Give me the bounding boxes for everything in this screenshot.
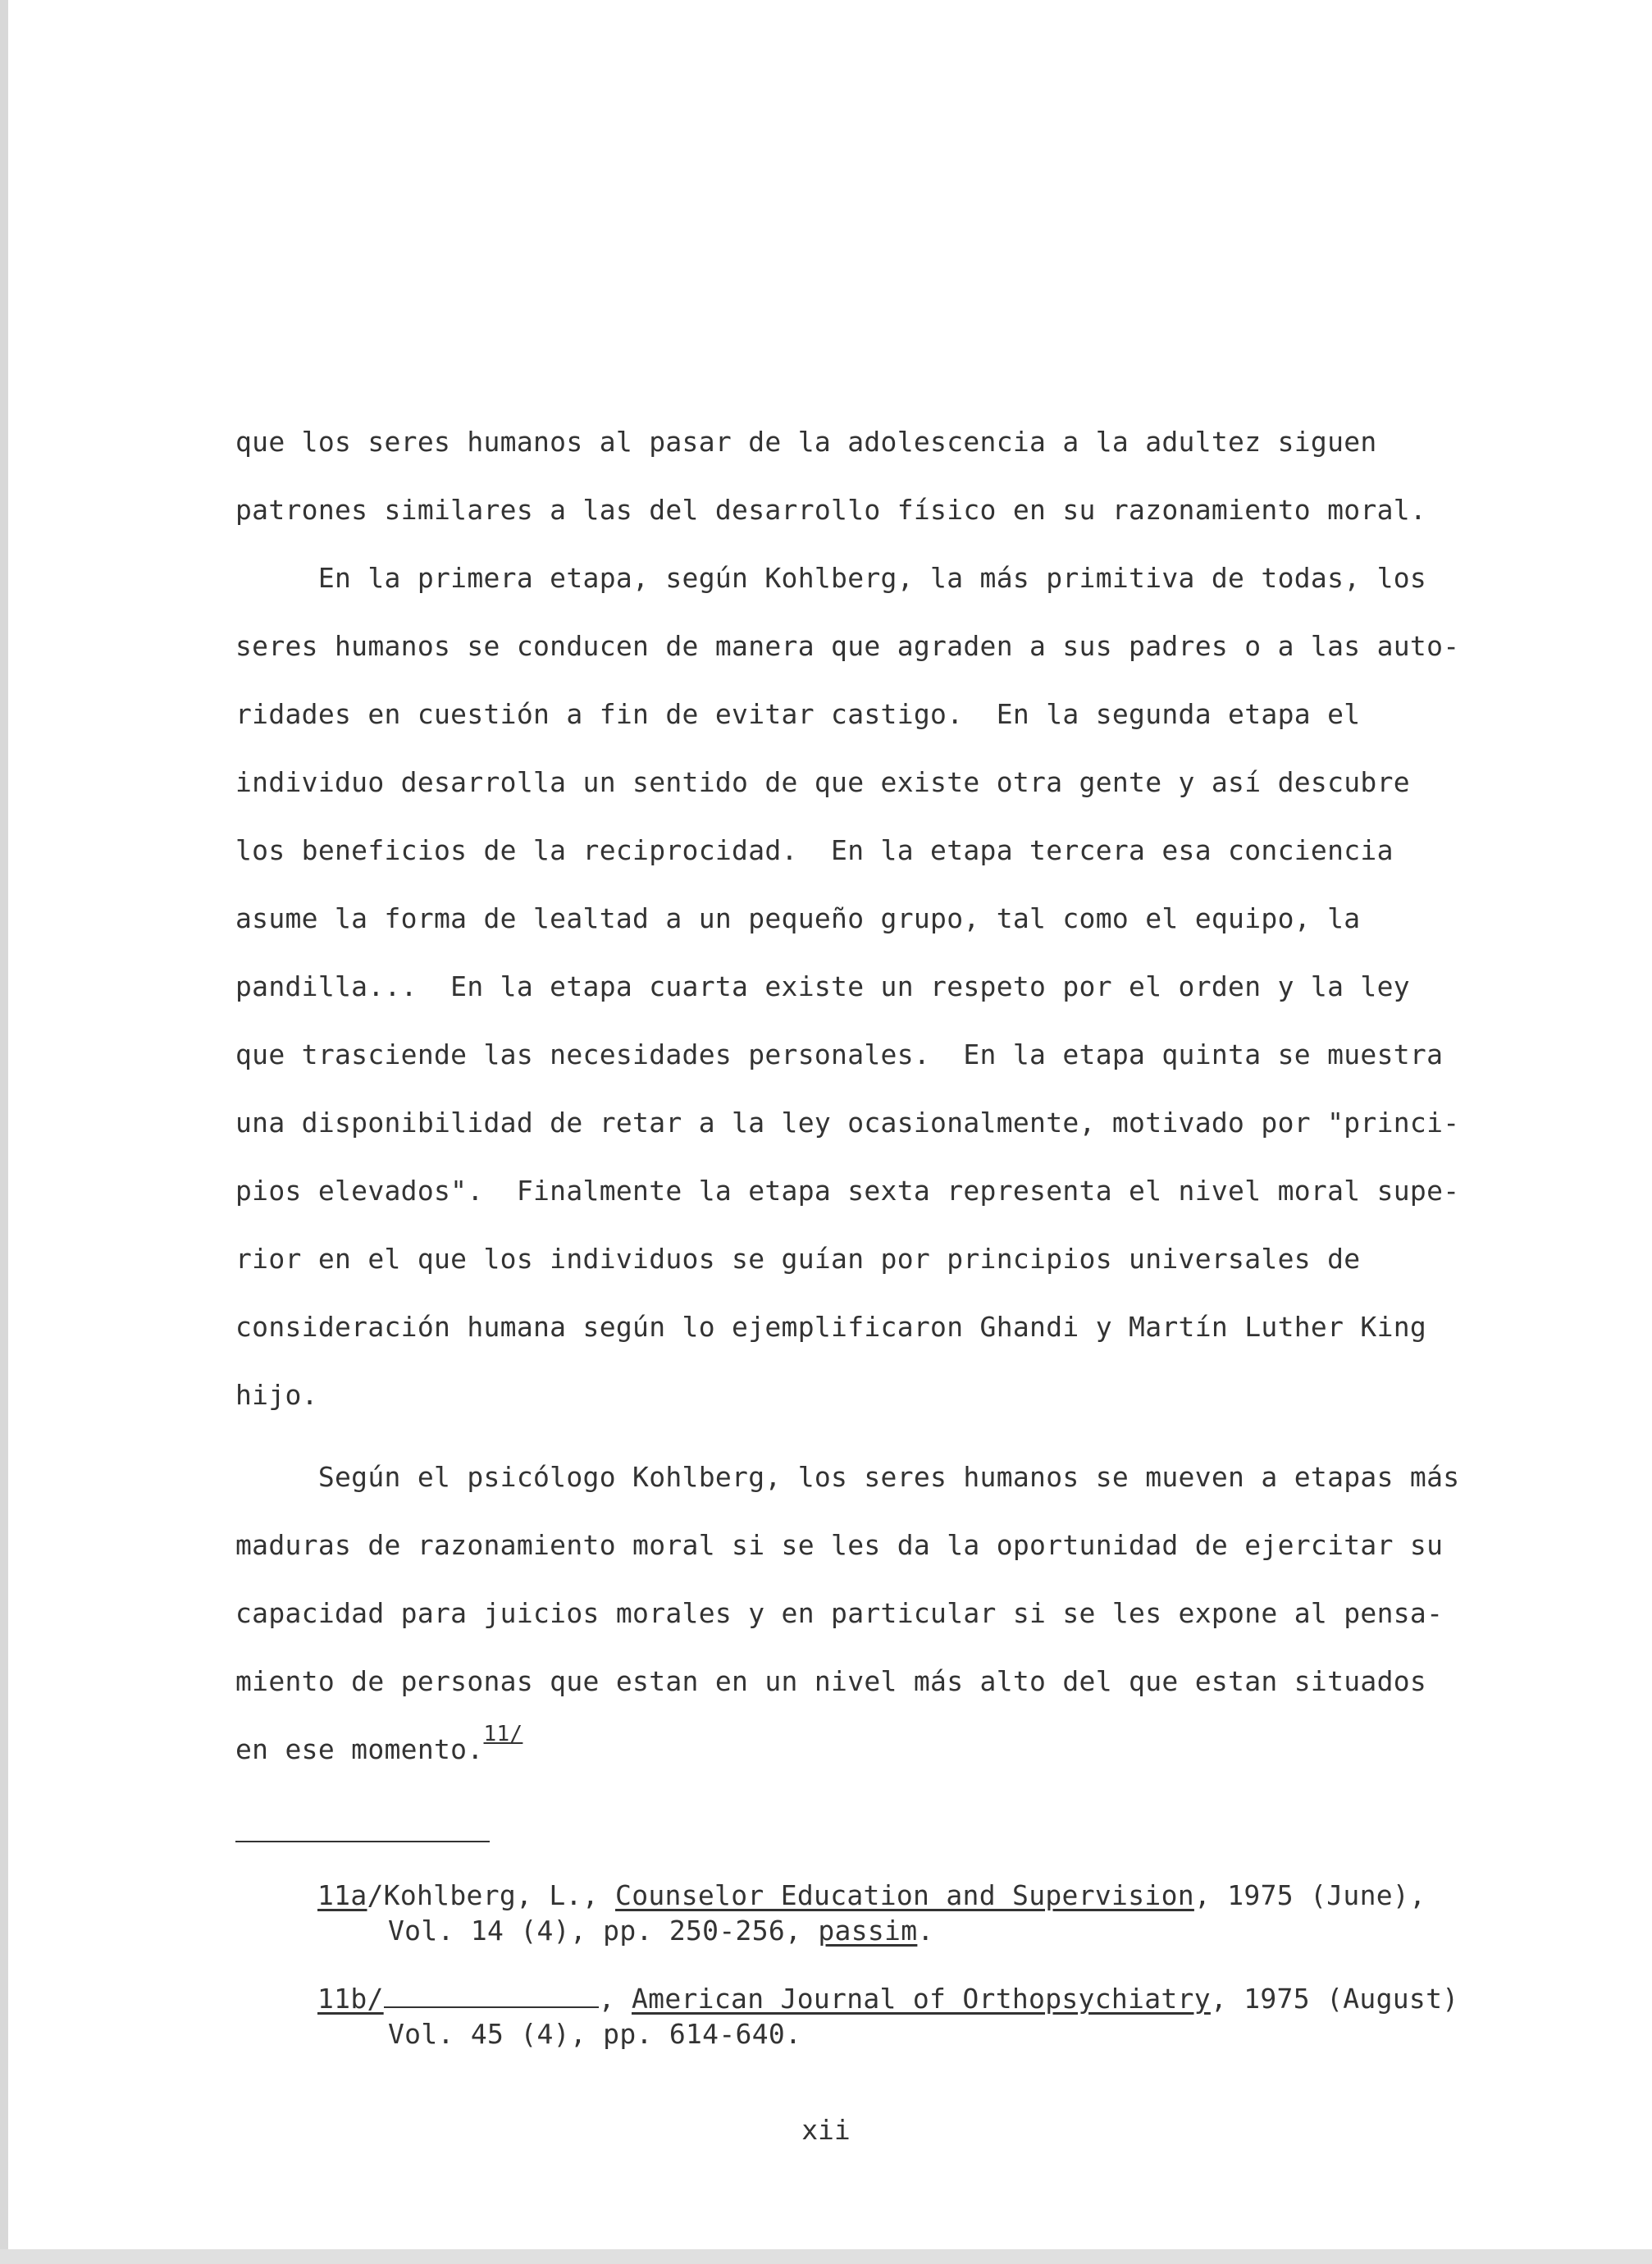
footnote-11b-cont (388, 2017, 801, 2052)
body-line: ridades en cuestión a fin de evitar castigo. En la segunda etapa el (235, 698, 1361, 730)
footnote-title: American Journal of Orthopsychiatry (632, 1983, 1211, 2015)
footnote-label: 11b/ (317, 1983, 384, 2015)
footnote-separator (235, 1841, 490, 1842)
scan-edge-left (0, 0, 8, 2264)
body-line: miento de personas que estan en un nivel más alto del que estan situados (235, 1665, 1427, 1697)
body-line: consideración humana según lo ejemplificaron Ghandi y Martín Luther King (235, 1311, 1427, 1343)
footnote-text: . (917, 1915, 934, 1947)
body-line: pios elevados". Finalmente la etapa sexta representa el nivel moral supe- (235, 1175, 1460, 1207)
footnote-11a-cont (388, 1914, 934, 1948)
page-number: xii (801, 2114, 851, 2146)
ibid-blank-line (384, 1983, 599, 2008)
footnote-text: Vol. 14 (4), pp. 250-256, (388, 1915, 819, 1947)
body-line: rior en el que los individuos se guían por principios universales de (235, 1243, 1361, 1275)
body-line: Según el psicólogo Kohlberg, los seres humanos se mueven a etapas más (235, 1461, 1460, 1493)
footnote-text: , 1975 (June), (1193, 1879, 1426, 1911)
body-line: individuo desarrolla un sentido de que existe otra gente y así descubre (235, 766, 1410, 798)
body-line: seres humanos se conducen de manera que agraden a sus padres o a las auto- (235, 630, 1460, 662)
body-line: los beneficios de la reciprocidad. En la etapa tercera esa conciencia (235, 834, 1394, 866)
footnote-text: Vol. 45 (4), pp. 614-640. (388, 2018, 802, 2050)
footnote-text: , (598, 1983, 632, 2015)
body-line: asume la forma de lealtad a un pequeño grupo, tal como el equipo, la (235, 902, 1361, 934)
footnote-11b (317, 1982, 1458, 2016)
body-line: patrones similares a las del desarrollo físico en su razonamiento moral. (235, 494, 1427, 526)
body-line: pandilla... En la etapa cuarta existe un respeto por el orden y la ley (235, 970, 1410, 1002)
body-line: maduras de razonamiento moral si se les da la oportunidad de ejercitar su (235, 1529, 1444, 1561)
body-line: que trasciende las necesidades personales. En la etapa quinta se muestra (235, 1038, 1444, 1070)
footnote-title: Counselor Education and Supervision (615, 1879, 1194, 1911)
footnote-text: /Kohlberg, L., (367, 1879, 616, 1911)
body-line-text: en ese momento. (235, 1733, 484, 1765)
body-line: capacidad para juicios morales y en particular si se les expone al pensa- (235, 1597, 1444, 1629)
body-line: que los seres humanos al pasar de la adolescencia a la adultez siguen (235, 426, 1377, 458)
body-line: hijo. (235, 1379, 318, 1411)
footnote-marker: 11/ (483, 1722, 523, 1746)
footnote-11a (317, 1878, 1426, 1913)
body-line (235, 1722, 523, 1769)
footnote-text: , 1975 (August) (1210, 1983, 1459, 2015)
body-line: una disponibilidad de retar a la ley ocasionalmente, motivado por "princi- (235, 1107, 1460, 1139)
body-line: En la primera etapa, según Kohlberg, la más primitiva de todas, los (235, 562, 1427, 594)
footnote-label: 11a (317, 1879, 367, 1911)
footnote-passim: passim (818, 1915, 918, 1947)
scan-edge-bottom (0, 2249, 1652, 2264)
